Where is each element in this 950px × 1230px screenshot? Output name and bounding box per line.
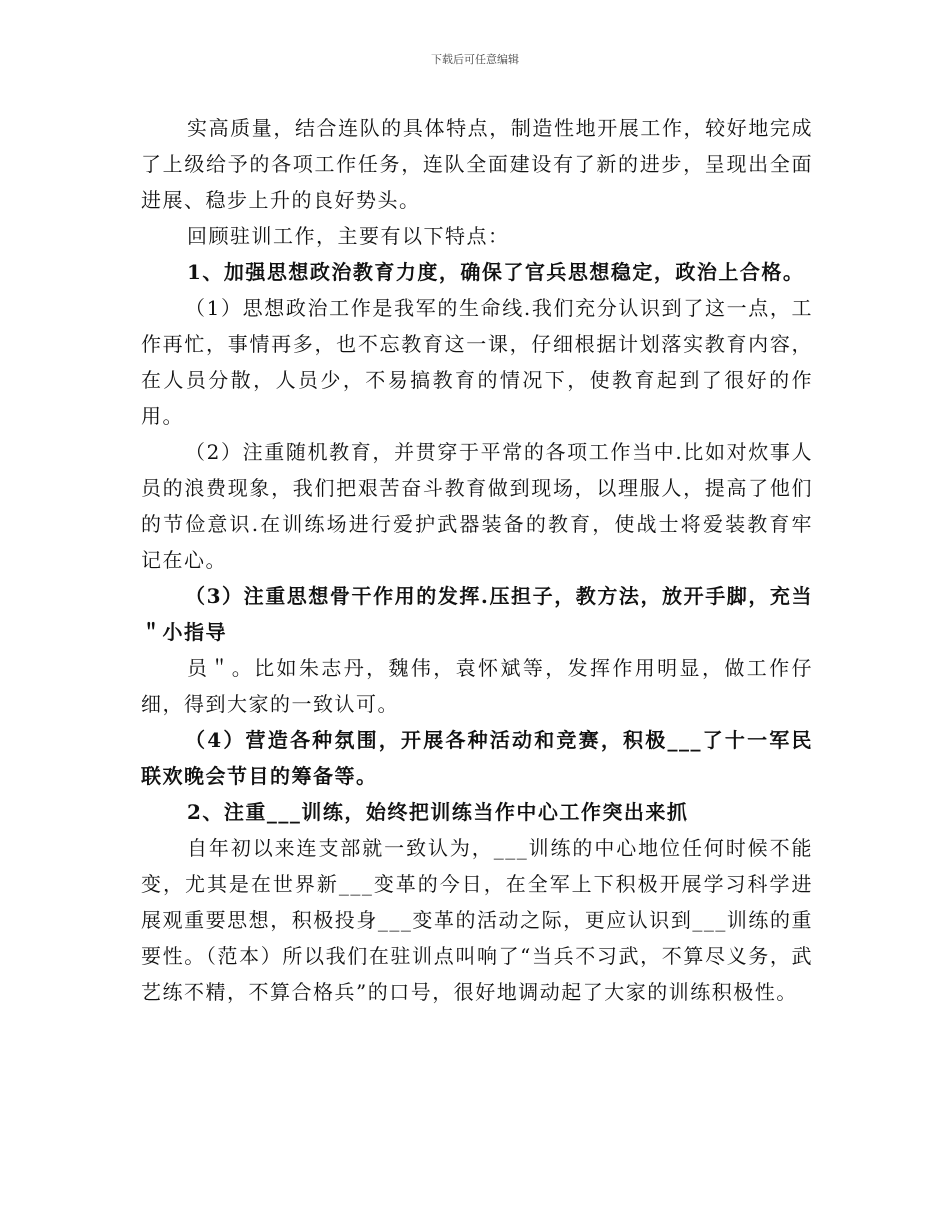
page-header-note: 下载后可任意编辑: [431, 53, 519, 66]
paragraph-item-4: （4）营造各种氛围，开展各种活动和竞赛，积极___了十一军民联欢晚会节目的筹备等。: [141, 728, 813, 788]
document-body: [141, 110, 813, 1010]
paragraph-item-3-heading: （3）注重思想骨干作用的发挥.压担子，教方法，放开手脚，充当＂小指导: [141, 584, 813, 644]
paragraph-item-3-body: 员＂。比如朱志丹，魏伟，袁怀斌等，发挥作用明显，做工作仔细，得到大家的一致认可。: [141, 656, 813, 716]
section-heading-1: 1、加强思想政治教育力度，确保了官兵思想稳定，政治上合格。: [187, 260, 805, 284]
paragraph-item-2: （2）注重随机教育，并贯穿于平常的各项工作当中.比如对炊事人员的浪费现象，我们把艰苦奋斗教育做到现场，以理服人，提高了他们的节俭意识.在训练场进行爱护武器装备的教育，使战士将爱装教育牢记在心。: [141, 440, 813, 572]
paragraph-review-lead: 回顾驻训工作，主要有以下特点：: [187, 224, 510, 248]
paragraph-item-1: （1）思想政治工作是我军的生命线.我们充分认识到了这一点，工作再忙，事情再多，也不忘教育这一课，仔细根据计划落实教育内容，在人员分散，人员少，不易搞教育的情况下，使教育起到了很好的作用。: [141, 296, 813, 428]
paragraph-intro-continuation: 实高质量，结合连队的具体特点，制造性地开展工作，较好地完成了上级给予的各项工作任务，连队全面建设有了新的进步，呈现出全面进展、稳步上升的良好势头。: [141, 116, 813, 212]
section-heading-2: 2、注重___训练，始终把训练当作中心工作突出来抓: [187, 800, 689, 824]
paragraph-training: 自年初以来连支部就一致认为，___训练的中心地位任何时候不能变，尤其是在世界新___变革的今日，在全军上下积极开展学习科学进展观重要思想，积极投身___变革的活动之际，更应认识到___训练的重要性。（范本）所以我们在驻训点叫响了“当兵不习武，不算尽义务，武艺练不精，不算合格兵”的口号，很好地调动起了大家的训练积极性。: [141, 836, 813, 1004]
